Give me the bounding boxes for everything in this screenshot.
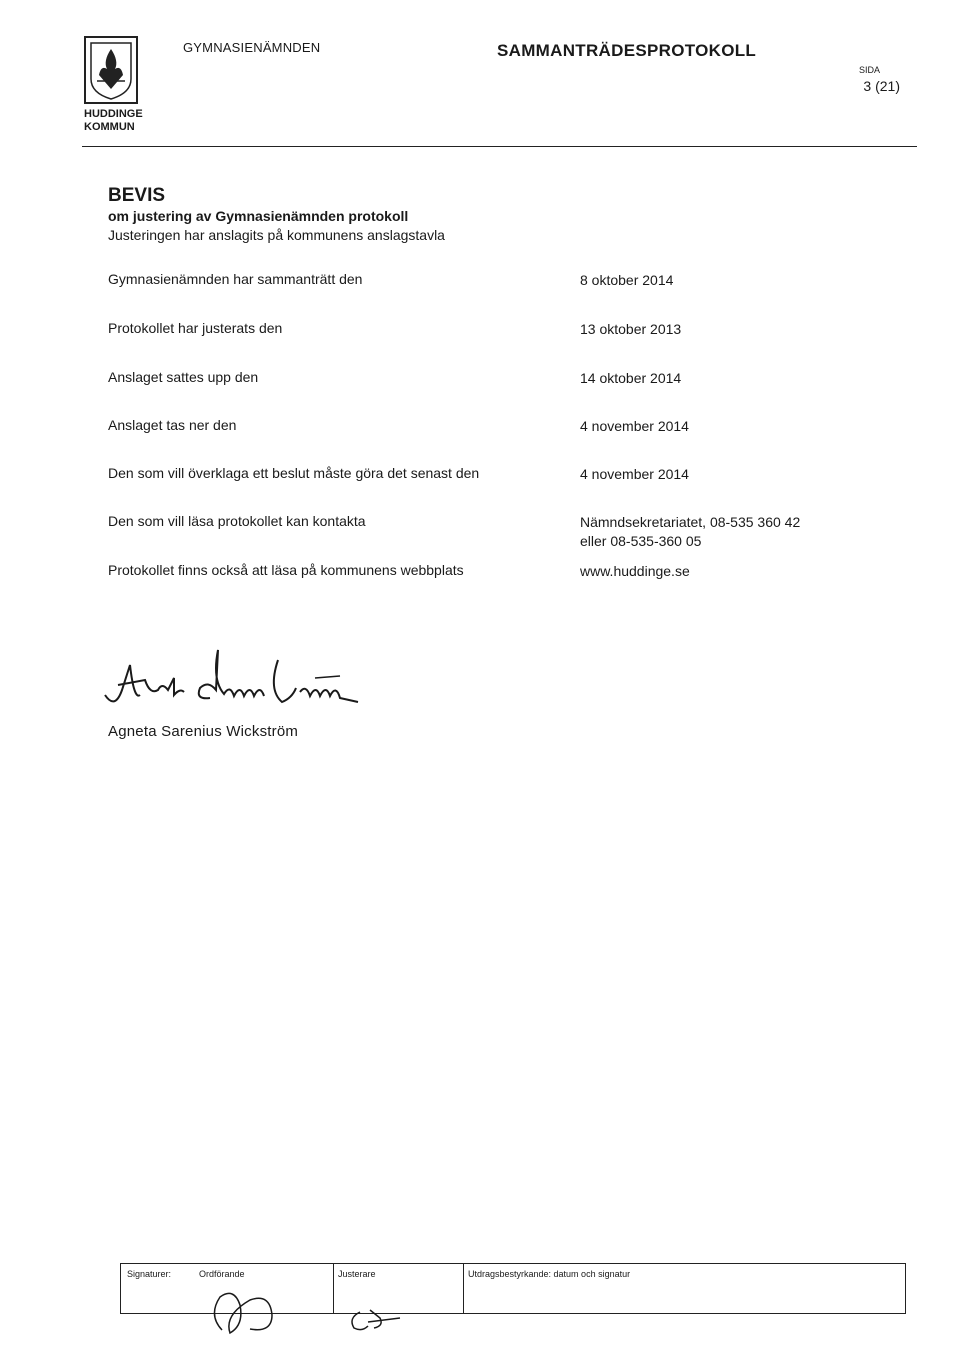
row-value-posted-date: 14 oktober 2014	[580, 370, 682, 386]
signatures-label: Signaturer:	[127, 1269, 172, 1279]
row-label-adjusted-date: Protokollet har justerats den	[108, 320, 283, 336]
row-label-website: Protokollet finns också att läsa på kommunens webbplats	[108, 562, 464, 578]
certificate-heading: BEVIS	[108, 185, 166, 206]
row-label-contact: Den som vill läsa protokollet kan kontakta	[108, 513, 366, 529]
adjuster-label: Justerare	[338, 1269, 376, 1279]
certificate-subheading: om justering av Gymnasienämnden protokoll	[108, 208, 409, 224]
chair-label: Ordförande	[199, 1269, 245, 1279]
row-value-contact-alt: eller 08-535-360 05	[580, 533, 702, 549]
organization-name: GYMNASIENÄMNDEN	[183, 40, 321, 55]
row-value-adjusted-date: 13 oktober 2013	[580, 321, 682, 337]
chair-initials-signature	[200, 1285, 300, 1340]
row-label-meeting-date: Gymnasienämnden har sammanträtt den	[108, 271, 363, 287]
adjuster-initials-signature	[340, 1300, 420, 1335]
extract-cell	[463, 1264, 905, 1313]
extract-certification-label: Utdragsbestyrkande: datum och signatur	[468, 1269, 631, 1279]
certificate-notice-line: Justeringen har anslagits på kommunens anslagstavla	[108, 227, 445, 243]
municipality-name-line1: HUDDINGE	[84, 108, 143, 120]
row-value-appeal-deadline: 4 november 2014	[580, 466, 689, 482]
row-value-contact: Nämndsekretariatet, 08-535 360 42	[580, 514, 801, 530]
row-label-removed-date: Anslaget tas ner den	[108, 417, 237, 433]
document-title: SAMMANTRÄDESPROTOKOLL	[497, 41, 757, 60]
row-value-meeting-date: 8 oktober 2014	[580, 272, 674, 288]
municipality-name-line2: KOMMUN	[84, 121, 135, 133]
page-number: 3 (21)	[863, 78, 900, 94]
header-divider	[82, 146, 917, 147]
row-label-posted-date: Anslaget sattes upp den	[108, 369, 259, 385]
row-value-removed-date: 4 november 2014	[580, 418, 689, 434]
municipality-coat-of-arms-logo	[83, 35, 139, 105]
handwritten-signature	[100, 640, 460, 720]
row-value-website: www.huddinge.se	[580, 563, 690, 579]
signer-name: Agneta Sarenius Wickström	[108, 723, 299, 740]
row-label-appeal-deadline: Den som vill överklaga ett beslut måste göra det senast den	[108, 465, 480, 481]
page-label: SIDA	[858, 65, 880, 75]
